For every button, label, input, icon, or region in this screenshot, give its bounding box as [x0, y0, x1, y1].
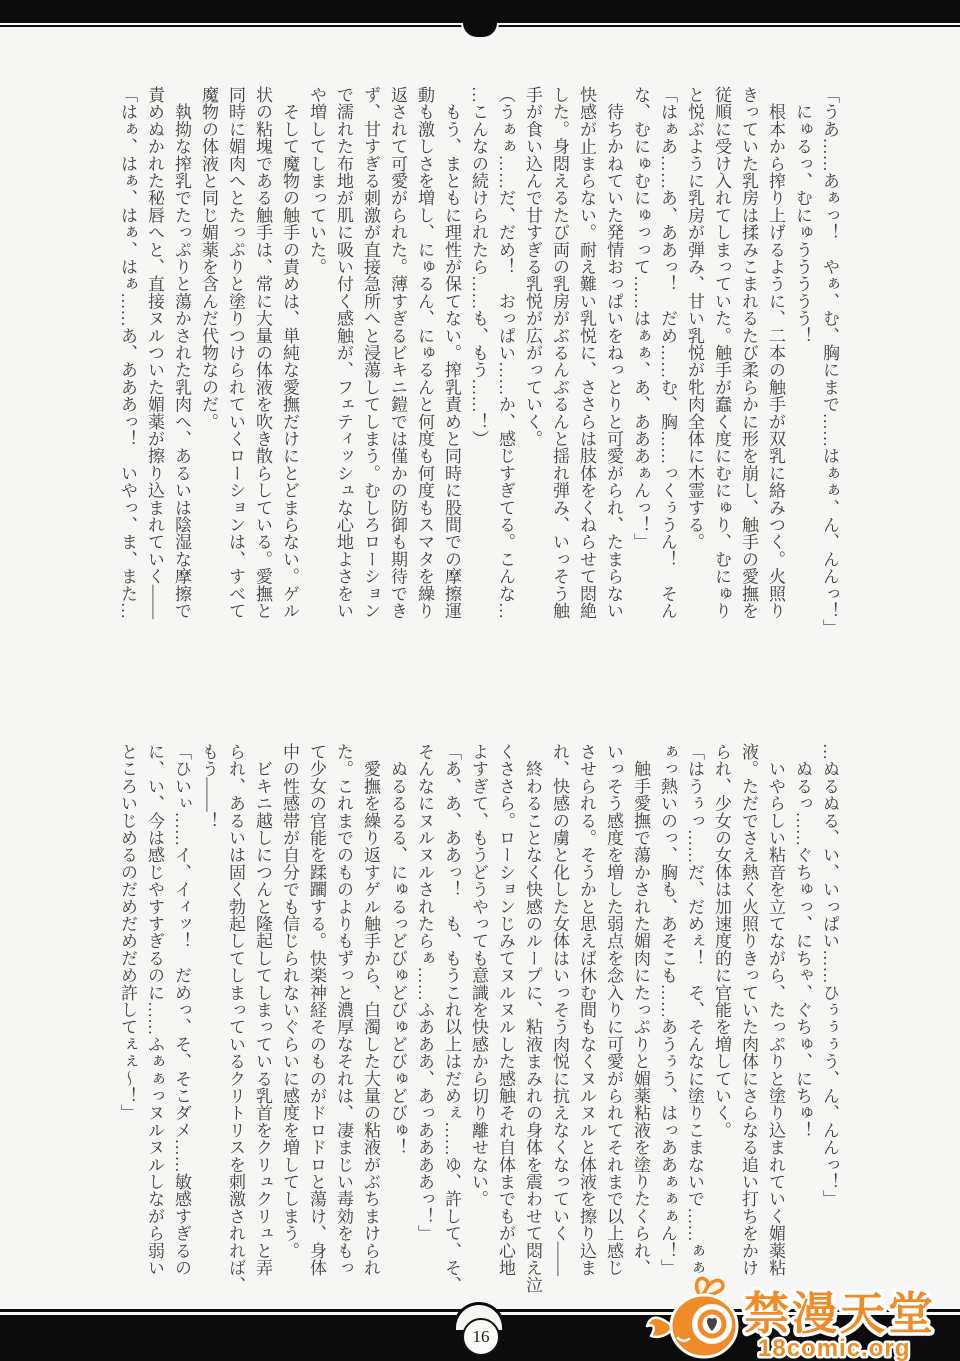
text-line: られ、少女の女体は加速度的に官能を増していく。 — [712, 743, 731, 1139]
text-line: きっていた乳房は揉みこまれるたび柔らかに形を崩し、触手の愛撫を — [739, 86, 758, 620]
text-line: ぬるるるる、にゅるっどびゅどびゅどびゅどびゅ！ — [388, 743, 407, 1156]
text-line: そして魔物の触手の責めは、単純な愛撫だけにとどまらない。ゲル — [280, 86, 299, 620]
text-line: 「うあ……あぁっ！ やぁ、む、胸にまで……はぁぁ、ん、んんっ！」 — [820, 86, 839, 637]
text-line: 快感が止まらない。耐え難い乳悦に、ささらは肢体をくねらせて悶絶 — [577, 86, 596, 620]
text-line: と悦ぶように乳房が弾み、甘い乳悦が牝肉全体に木霊する。 — [685, 86, 704, 551]
text-line: くささら。ローションじみてヌルヌルした感触それ自体までもが心地 — [496, 743, 515, 1277]
text-line: 動も激しさを増し、にゅるん、にゅるんと何度も何度もスマタを繰り — [415, 86, 434, 620]
text-line: よすぎて、もうどうやっても意識を快感から切り離せない。 — [469, 743, 488, 1208]
text-line: で濡れた布地が肌に吸い付く感触が、フェティッシュな心地よさをい — [334, 86, 353, 620]
text-block-lower — [114, 743, 843, 1301]
text-line: 「はぁあ……あ、ああっ！ だめ……む、胸……っくぅうん！ そん — [658, 86, 677, 620]
text-line: いやらしい粘音を立てながら、たっぷりと塗り込まれていく媚薬粘 — [766, 743, 785, 1277]
text-line: （うぁぁ……だ、だめ！ おっぱい……か、感じすぎてる。こんな… — [496, 86, 515, 620]
text-line: 中の性感帯が自分でも信じられないぐらいに感度を増してしまう。 — [280, 743, 299, 1259]
watermark-svg — [642, 1274, 944, 1361]
text-line: いっそう感度を増した弱点を念入りに可愛がられてそれまで以上感じ — [604, 743, 623, 1277]
text-line: 液。ただでさえ熱く火照りきっていた肉体にさらなる追い打ちをかけ — [739, 743, 758, 1277]
text-line: そんなにヌルヌルされたらぁ……ふあああ、あっああああっ！」 — [415, 743, 434, 1242]
watermark-site-text: 18comic.org — [758, 1335, 911, 1361]
top-border-bar — [0, 0, 960, 23]
whale-mascot-icon — [647, 1278, 737, 1357]
text-line: 愛撫を繰り返すゲル触手から、白濁した大量の粘液がぶちまけられ — [361, 743, 380, 1277]
text-line: 終わることなく快感のループに、粘液まみれの身体を震わせて悶え泣 — [523, 743, 542, 1294]
text-line: ぬるっ……ぐちゅっ、にちゃ、ぐちゅ、にちゅ！ — [793, 743, 812, 1139]
text-line: 責めぬかれた秘唇へと、直接ヌルついた媚薬が擦り込まれていく—— — [145, 86, 164, 620]
text-line: ところいじめるのだめだめだめ許してぇぇ～！」 — [118, 743, 137, 1122]
text-line: に、い、今は感じやすすぎるのに……ふぁぁっヌルヌルしながら弱い — [145, 743, 164, 1277]
text-block-upper — [114, 86, 843, 644]
text-line: た。これまでのものよりもずっと濃厚なそれは、凄まじい毒効をもっ — [334, 743, 353, 1277]
text-line: もう——！ — [199, 743, 218, 829]
text-line: 手が食い込んで甘すぎる乳悦が広がっていく。 — [523, 86, 542, 448]
text-line: 従順に受け入れてしまっていた。触手が蠢く度にむにゅり、むにゅり — [712, 86, 731, 620]
text-line: 魔物の体液と同じ媚薬を含んだ代物なのだ。 — [199, 86, 218, 430]
text-line: て少女の官能を蹂躙する。快楽神経そのものがドロドロと蕩け、身体 — [307, 743, 326, 1277]
text-line: 触手愛撫で蕩かされた媚肉にたっぷりと媚薬粘液を塗りたくられ、 — [631, 743, 650, 1277]
watermark-brand-text: 禁漫天堂 — [744, 1288, 937, 1339]
text-line: れ、快感の虜と化した女体はいっそう肉悦に抗えなくなっていく—— — [550, 743, 569, 1277]
top-center-notch — [461, 23, 499, 39]
text-line: …ぬるぬる、い、いっぱい……ひぅぅぅう、ん、んんっ！」 — [820, 743, 839, 1208]
text-line: もう、まともに理性が保てない。搾乳責めと同時に股間での摩擦運 — [442, 86, 461, 620]
text-line: 「はぁ、はぁ、はぁ、はぁ……あ、あああっ！ いやっ、ま、また… — [118, 86, 137, 620]
text-line: な、むにゅむにゅっって……はぁぁ、あ、あああぁんっ！」 — [631, 86, 650, 551]
text-line: 根本から搾り上げるように、二本の触手が双乳に絡みつく。火照り — [766, 86, 785, 620]
text-line: 執拗な搾乳でたっぷりと蕩かされた乳肉へ、あるいは陰湿な摩擦で — [172, 86, 191, 620]
text-line: 状の粘塊である触手は、常に大量の体液を吹き散らしている。愛撫と — [253, 86, 272, 620]
text-line: ず、甘すぎる刺激が直接急所へと浸蕩してしまう。むしろローション — [361, 86, 380, 620]
text-line: 返されて可愛がられた。薄すぎるビキニ鎧では僅かの防御も期待でき — [388, 86, 407, 620]
text-line: られ、あるいは固く勃起してしまっているクリトリスを刺激されれば、 — [226, 743, 245, 1294]
text-line: 待ちかねていた発情おっぱいをねっとりと可愛がられ、たまらない — [604, 86, 623, 620]
text-line: ぁっ熱いのっ、胸も、あそこも……あうぅう、はっああぁぁぁん！」 — [658, 743, 677, 1277]
watermark-logo — [642, 1274, 944, 1361]
text-line: 「あ、あ、ああっ！ も、もうこれ以上はだめぇ……ゆ、許して、そ、 — [442, 743, 461, 1294]
text-line: ビキニ越しにつんと隆起してしまっている乳首をクリュクリュと弄 — [253, 743, 272, 1277]
text-line: にゅるっ、むにゅううううう！ — [793, 86, 812, 344]
text-line: させられる。そうかと思えば休む間もなくヌルヌルと体液を擦り込ま — [577, 743, 596, 1277]
text-line: 「はうぅっ……だ、だめぇ！ そ、そんなに塗りこまないで……ぁぁ — [685, 743, 704, 1277]
text-line: 同時に媚肉へとたっぷりと塗りつけられていくローションは、すべて — [226, 86, 245, 620]
page-number-badge: 16 — [462, 1318, 500, 1356]
text-line: や増してしまっていた。 — [307, 86, 326, 276]
text-line: した。身悶えるたび両の乳房がぶるんぶるんと揺れ弾み、いっそう触 — [550, 86, 569, 620]
text-line: …こんなの続けられたら……も、もう……！） — [469, 86, 488, 448]
text-line: 「ひいぃ……イ、イィッ！ だめっ、そ、そこダメ……敏感すぎるの — [172, 743, 191, 1277]
